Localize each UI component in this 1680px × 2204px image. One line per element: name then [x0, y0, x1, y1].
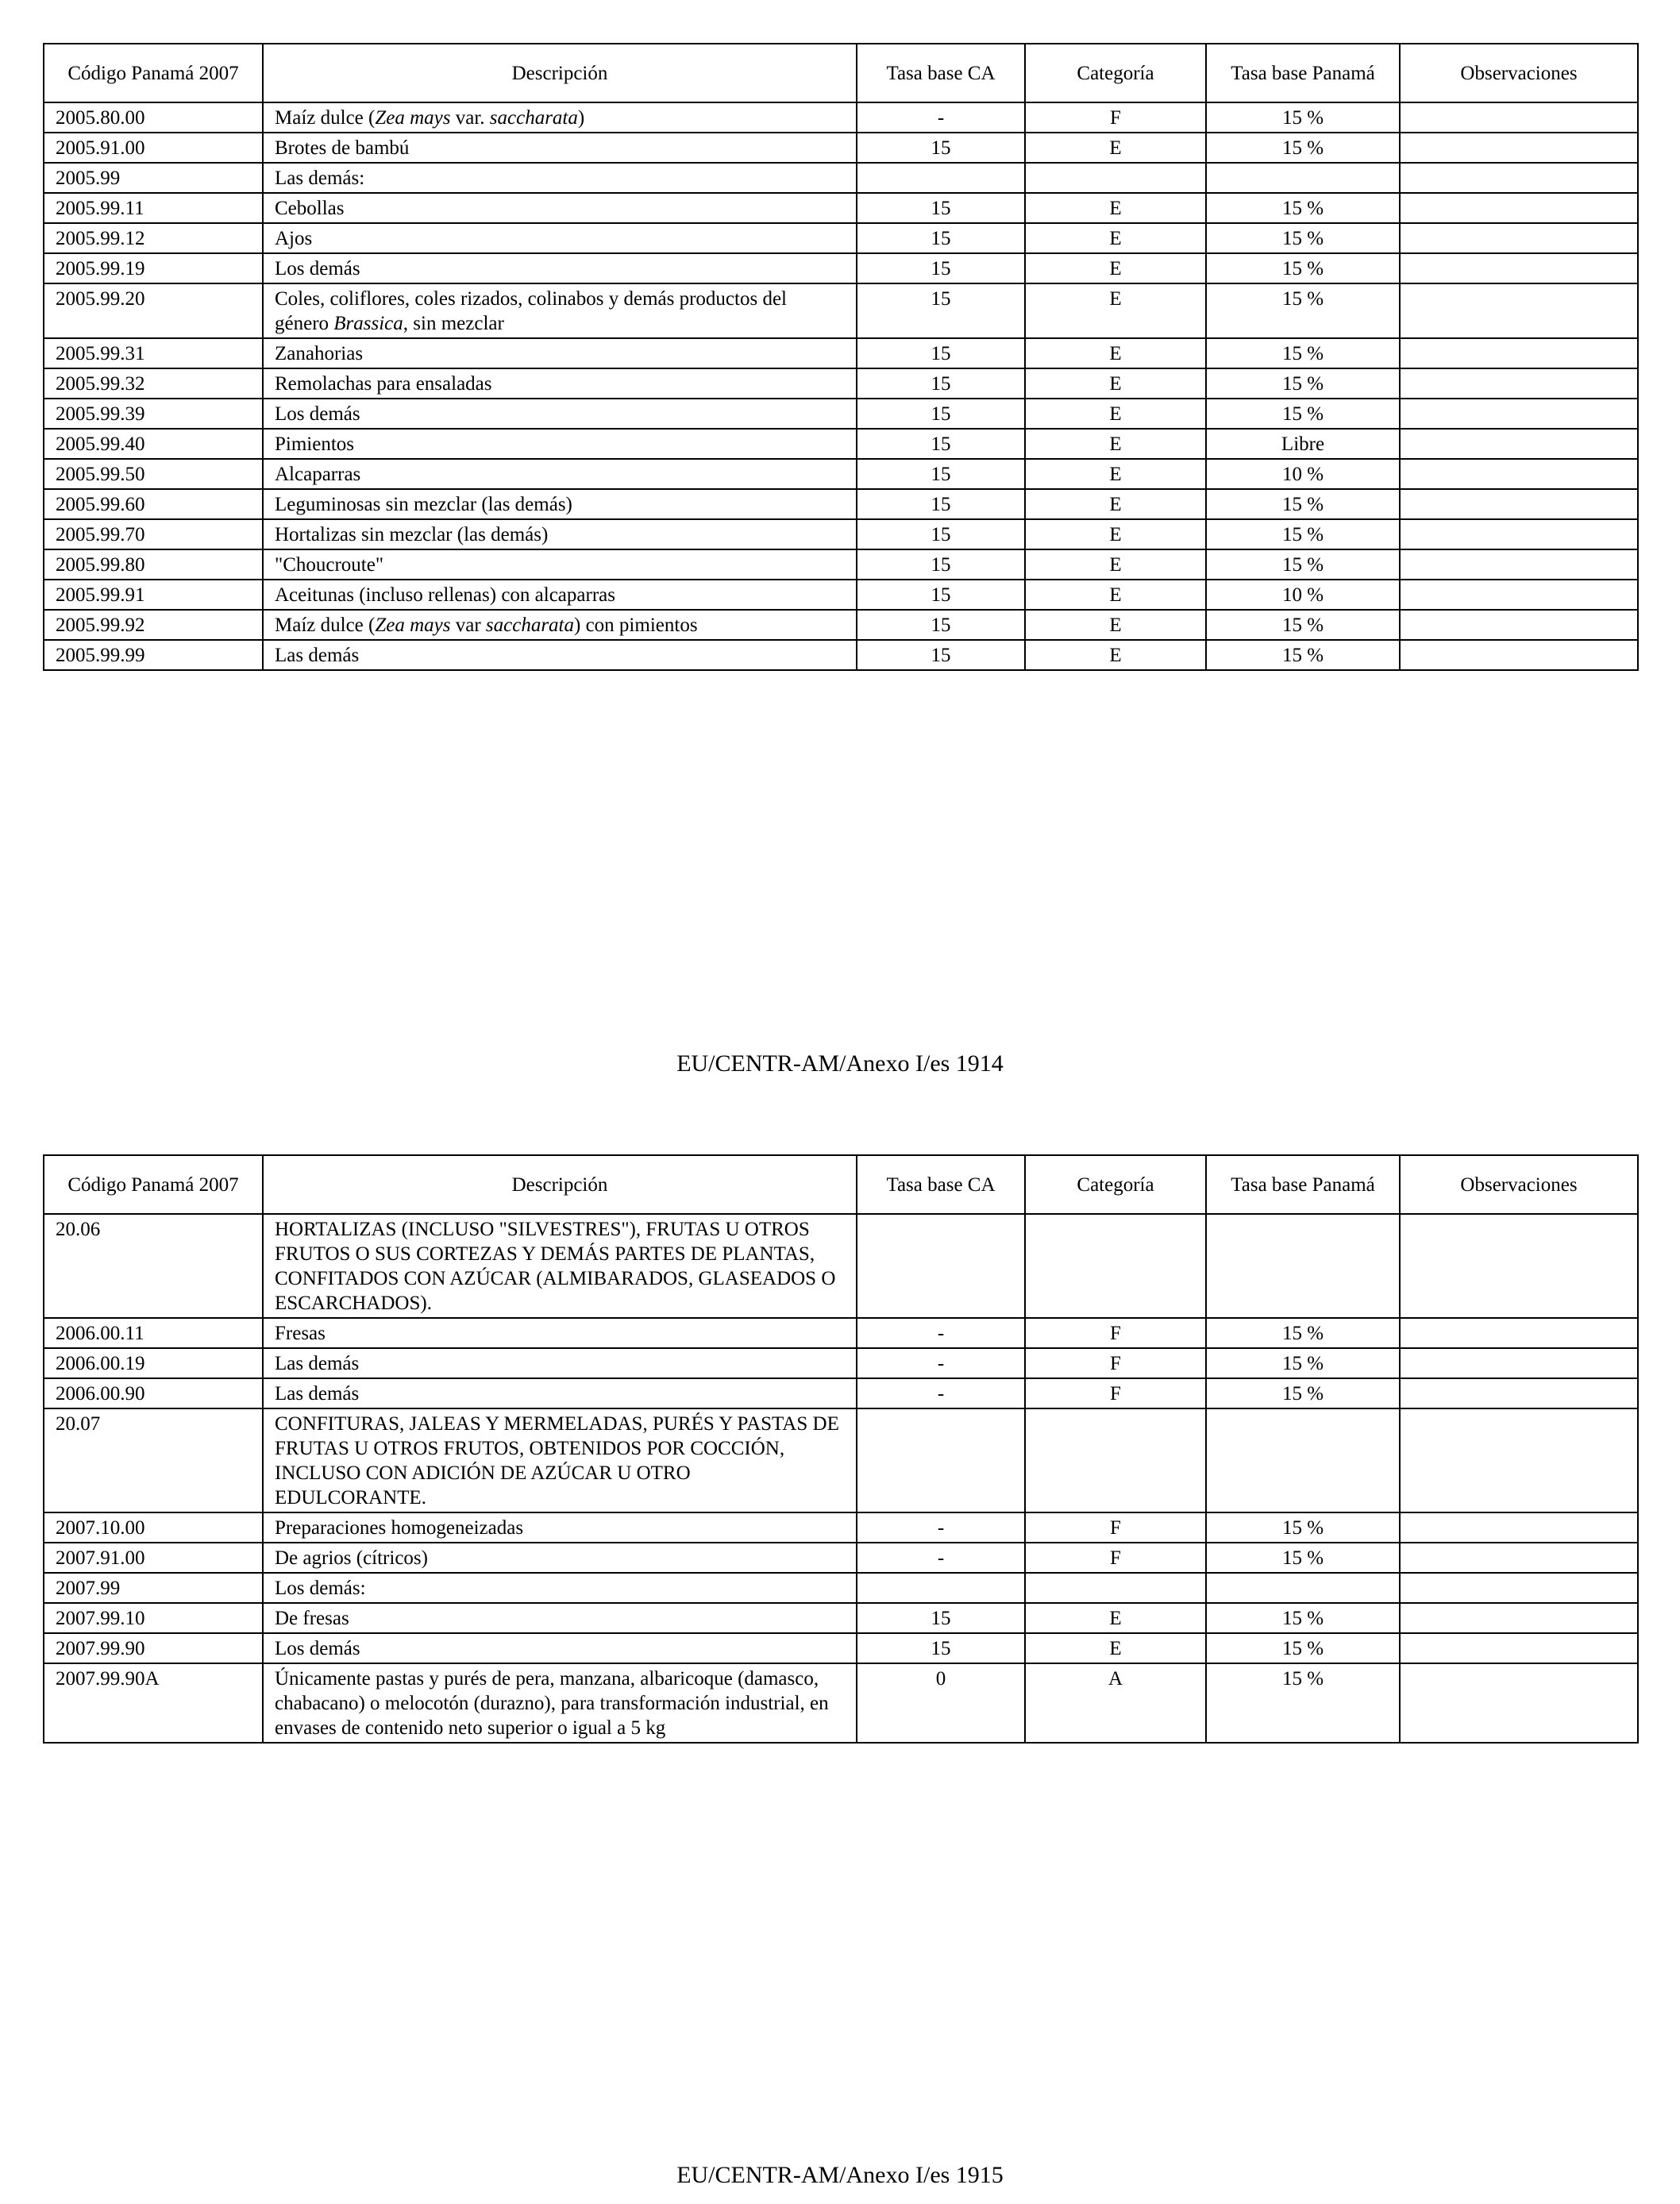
- cell-code: 2005.99.39: [44, 399, 263, 429]
- table-body: [44, 1214, 1638, 1743]
- table-row: [44, 1214, 1638, 1318]
- cell-code: 2005.99.70: [44, 519, 263, 549]
- cell-category: E: [1025, 1603, 1206, 1633]
- cell-category: F: [1025, 1512, 1206, 1543]
- cell-description: Pimientos: [263, 429, 857, 459]
- cell-observations: [1400, 1633, 1638, 1663]
- cell-description: Las demás: [263, 1378, 857, 1408]
- cell-rate-panama: 15 %: [1206, 1633, 1400, 1663]
- cell-category: E: [1025, 489, 1206, 519]
- cell-category: E: [1025, 640, 1206, 670]
- header-description: Descripción: [263, 44, 857, 102]
- tariff-table-page-1914: [43, 43, 1639, 671]
- header-code: Código Panamá 2007: [44, 1155, 263, 1214]
- cell-rate-ca: 15: [857, 253, 1025, 283]
- cell-description: Leguminosas sin mezclar (las demás): [263, 489, 857, 519]
- cell-observations: [1400, 1318, 1638, 1348]
- table-row: [44, 1318, 1638, 1348]
- cell-description: De agrios (cítricos): [263, 1543, 857, 1573]
- table-row: [44, 399, 1638, 429]
- cell-category: E: [1025, 133, 1206, 163]
- cell-rate-panama: 15 %: [1206, 223, 1400, 253]
- cell-description: CONFITURAS, JALEAS Y MERMELADAS, PURÉS Y PASTAS DE FRUTAS U OTROS FRUTOS, OBTENIDOS POR COCCIÓN, INCLUSO CON ADICIÓN DE AZÚCAR U OTRO EDULCORANTE.: [263, 1408, 857, 1512]
- cell-observations: [1400, 489, 1638, 519]
- table-row: [44, 163, 1638, 193]
- cell-description: Los demás: [263, 253, 857, 283]
- cell-rate-panama: 15 %: [1206, 549, 1400, 580]
- cell-code: 2005.80.00: [44, 102, 263, 133]
- cell-code: 2005.99.32: [44, 368, 263, 399]
- cell-rate-panama: 15 %: [1206, 368, 1400, 399]
- cell-rate-ca: 15: [857, 1603, 1025, 1633]
- cell-code: 2005.99: [44, 163, 263, 193]
- cell-rate-panama: [1206, 163, 1400, 193]
- cell-observations: [1400, 283, 1638, 338]
- cell-description: Maíz dulce (Zea mays var saccharata) con pimientos: [263, 610, 857, 640]
- cell-description: Ajos: [263, 223, 857, 253]
- header-rate-ca: Tasa base CA: [857, 1155, 1025, 1214]
- page-footer: EU/CENTR-AM/Anexo I/es 1914: [676, 1050, 1004, 1077]
- cell-rate-panama: 15 %: [1206, 253, 1400, 283]
- cell-code: 2007.91.00: [44, 1543, 263, 1573]
- cell-rate-ca: 15: [857, 459, 1025, 489]
- table-header-row: [44, 1155, 1638, 1214]
- cell-observations: [1400, 193, 1638, 223]
- cell-rate-panama: 15 %: [1206, 283, 1400, 338]
- cell-rate-ca: 15: [857, 549, 1025, 580]
- cell-code: 2007.99.90: [44, 1633, 263, 1663]
- table-row: [44, 1663, 1638, 1743]
- cell-category: F: [1025, 1348, 1206, 1378]
- cell-description: Brotes de bambú: [263, 133, 857, 163]
- cell-rate-panama: 15 %: [1206, 610, 1400, 640]
- cell-category: E: [1025, 338, 1206, 368]
- cell-observations: [1400, 549, 1638, 580]
- cell-rate-panama: [1206, 1408, 1400, 1512]
- cell-rate-panama: 10 %: [1206, 580, 1400, 610]
- cell-rate-ca: [857, 1214, 1025, 1318]
- cell-observations: [1400, 1214, 1638, 1318]
- cell-code: 2005.99.19: [44, 253, 263, 283]
- cell-rate-ca: 15: [857, 429, 1025, 459]
- table-row: [44, 1408, 1638, 1512]
- table-row: [44, 223, 1638, 253]
- cell-rate-panama: [1206, 1573, 1400, 1603]
- cell-observations: [1400, 368, 1638, 399]
- cell-category: F: [1025, 1318, 1206, 1348]
- cell-category: E: [1025, 429, 1206, 459]
- cell-category: E: [1025, 1633, 1206, 1663]
- cell-rate-ca: -: [857, 102, 1025, 133]
- cell-rate-ca: [857, 1573, 1025, 1603]
- cell-observations: [1400, 338, 1638, 368]
- table-row: [44, 133, 1638, 163]
- table-row: [44, 429, 1638, 459]
- tariff-table-page-1915: [43, 1154, 1639, 1744]
- cell-rate-ca: 15: [857, 610, 1025, 640]
- cell-code: 2005.99.50: [44, 459, 263, 489]
- cell-rate-ca: -: [857, 1543, 1025, 1573]
- cell-rate-ca: 15: [857, 223, 1025, 253]
- cell-code: 20.07: [44, 1408, 263, 1512]
- table-row: [44, 283, 1638, 338]
- cell-observations: [1400, 429, 1638, 459]
- cell-code: 2005.99.91: [44, 580, 263, 610]
- cell-description: Únicamente pastas y purés de pera, manzana, albaricoque (damasco, chabacano) o melocotón (durazno), para transformación industrial, en envases de contenido neto superior o igual a 5 kg: [263, 1663, 857, 1743]
- cell-observations: [1400, 1378, 1638, 1408]
- cell-rate-panama: [1206, 1214, 1400, 1318]
- table-row: [44, 640, 1638, 670]
- cell-category: F: [1025, 102, 1206, 133]
- cell-description: Fresas: [263, 1318, 857, 1348]
- cell-observations: [1400, 580, 1638, 610]
- cell-rate-panama: 15 %: [1206, 193, 1400, 223]
- cell-rate-panama: 15 %: [1206, 1603, 1400, 1633]
- cell-observations: [1400, 223, 1638, 253]
- cell-description: Remolachas para ensaladas: [263, 368, 857, 399]
- cell-description: Los demás: [263, 1633, 857, 1663]
- cell-code: 2006.00.90: [44, 1378, 263, 1408]
- cell-observations: [1400, 163, 1638, 193]
- cell-rate-panama: 15 %: [1206, 1512, 1400, 1543]
- cell-rate-ca: -: [857, 1318, 1025, 1348]
- cell-description: Las demás: [263, 640, 857, 670]
- cell-rate-panama: 15 %: [1206, 519, 1400, 549]
- cell-rate-ca: 15: [857, 1633, 1025, 1663]
- header-category: Categoría: [1025, 1155, 1206, 1214]
- cell-category: [1025, 1573, 1206, 1603]
- cell-category: E: [1025, 519, 1206, 549]
- header-code: Código Panamá 2007: [44, 44, 263, 102]
- header-category: Categoría: [1025, 44, 1206, 102]
- cell-observations: [1400, 253, 1638, 283]
- cell-observations: [1400, 102, 1638, 133]
- cell-description: Zanahorias: [263, 338, 857, 368]
- header-observations: Observaciones: [1400, 44, 1638, 102]
- table-row: [44, 1543, 1638, 1573]
- cell-observations: [1400, 1408, 1638, 1512]
- cell-code: 2005.99.99: [44, 640, 263, 670]
- cell-description: Los demás: [263, 399, 857, 429]
- cell-rate-panama: 15 %: [1206, 1663, 1400, 1743]
- cell-description: Preparaciones homogeneizadas: [263, 1512, 857, 1543]
- cell-code: 2007.99: [44, 1573, 263, 1603]
- cell-rate-ca: 15: [857, 399, 1025, 429]
- cell-code: 2005.91.00: [44, 133, 263, 163]
- cell-rate-ca: 15: [857, 368, 1025, 399]
- cell-rate-ca: -: [857, 1378, 1025, 1408]
- cell-category: E: [1025, 223, 1206, 253]
- cell-rate-ca: 0: [857, 1663, 1025, 1743]
- cell-code: 2005.99.92: [44, 610, 263, 640]
- cell-description: Las demás:: [263, 163, 857, 193]
- header-rate-panama: Tasa base Panamá: [1206, 44, 1400, 102]
- cell-code: 2006.00.19: [44, 1348, 263, 1378]
- table-row: [44, 368, 1638, 399]
- cell-category: A: [1025, 1663, 1206, 1743]
- cell-code: 2007.99.10: [44, 1603, 263, 1633]
- cell-code: 20.06: [44, 1214, 263, 1318]
- cell-observations: [1400, 1603, 1638, 1633]
- cell-description: "Choucroute": [263, 549, 857, 580]
- cell-description: Alcaparras: [263, 459, 857, 489]
- table-body: [44, 102, 1638, 670]
- cell-rate-ca: 15: [857, 640, 1025, 670]
- cell-rate-panama: 15 %: [1206, 1378, 1400, 1408]
- cell-rate-ca: 15: [857, 489, 1025, 519]
- cell-rate-ca: 15: [857, 283, 1025, 338]
- cell-rate-panama: 15 %: [1206, 133, 1400, 163]
- cell-rate-panama: Libre: [1206, 429, 1400, 459]
- header-rate-ca: Tasa base CA: [857, 44, 1025, 102]
- cell-observations: [1400, 399, 1638, 429]
- cell-observations: [1400, 1663, 1638, 1743]
- cell-description: Las demás: [263, 1348, 857, 1378]
- cell-description: Cebollas: [263, 193, 857, 223]
- cell-description: Hortalizas sin mezclar (las demás): [263, 519, 857, 549]
- header-rate-panama: Tasa base Panamá: [1206, 1155, 1400, 1214]
- table-row: [44, 459, 1638, 489]
- cell-code: 2005.99.60: [44, 489, 263, 519]
- cell-code: 2005.99.20: [44, 283, 263, 338]
- cell-description: Maíz dulce (Zea mays var. saccharata): [263, 102, 857, 133]
- cell-description: De fresas: [263, 1603, 857, 1633]
- page-footer: EU/CENTR-AM/Anexo I/es 1915: [676, 2162, 1004, 2188]
- cell-rate-panama: 15 %: [1206, 1318, 1400, 1348]
- table-row: [44, 1512, 1638, 1543]
- cell-code: 2005.99.12: [44, 223, 263, 253]
- cell-observations: [1400, 1512, 1638, 1543]
- cell-observations: [1400, 1573, 1638, 1603]
- cell-rate-panama: 15 %: [1206, 1543, 1400, 1573]
- table-row: [44, 253, 1638, 283]
- cell-observations: [1400, 1348, 1638, 1378]
- cell-category: E: [1025, 459, 1206, 489]
- table-row: [44, 1603, 1638, 1633]
- table-row: [44, 193, 1638, 223]
- table-row: [44, 1573, 1638, 1603]
- cell-category: E: [1025, 580, 1206, 610]
- cell-rate-ca: 15: [857, 133, 1025, 163]
- table-row: [44, 580, 1638, 610]
- cell-code: 2007.99.90A: [44, 1663, 263, 1743]
- header-description: Descripción: [263, 1155, 857, 1214]
- cell-code: 2005.99.40: [44, 429, 263, 459]
- table-row: [44, 489, 1638, 519]
- cell-category: [1025, 1408, 1206, 1512]
- cell-category: E: [1025, 399, 1206, 429]
- cell-observations: [1400, 610, 1638, 640]
- cell-description: HORTALIZAS (INCLUSO "SILVESTRES"), FRUTAS U OTROS FRUTOS O SUS CORTEZAS Y DEMÁS PARTES DE PLANTAS, CONFITADOS CON AZÚCAR (ALMIBARADOS, GLASEADOS O ESCARCHADOS).: [263, 1214, 857, 1318]
- cell-category: E: [1025, 193, 1206, 223]
- cell-rate-panama: 15 %: [1206, 640, 1400, 670]
- table-row: [44, 1378, 1638, 1408]
- cell-category: [1025, 163, 1206, 193]
- cell-rate-panama: 15 %: [1206, 338, 1400, 368]
- table-row: [44, 519, 1638, 549]
- cell-code: 2007.10.00: [44, 1512, 263, 1543]
- table-row: [44, 610, 1638, 640]
- header-observations: Observaciones: [1400, 1155, 1638, 1214]
- cell-category: E: [1025, 610, 1206, 640]
- cell-rate-ca: 15: [857, 193, 1025, 223]
- cell-rate-panama: 15 %: [1206, 102, 1400, 133]
- cell-code: 2005.99.31: [44, 338, 263, 368]
- table-row: [44, 1633, 1638, 1663]
- cell-observations: [1400, 1543, 1638, 1573]
- cell-rate-ca: 15: [857, 580, 1025, 610]
- cell-rate-panama: 15 %: [1206, 399, 1400, 429]
- cell-observations: [1400, 640, 1638, 670]
- table-header-row: [44, 44, 1638, 102]
- cell-category: F: [1025, 1543, 1206, 1573]
- cell-code: 2005.99.80: [44, 549, 263, 580]
- cell-rate-ca: -: [857, 1348, 1025, 1378]
- table-row: [44, 338, 1638, 368]
- cell-observations: [1400, 519, 1638, 549]
- cell-rate-panama: 10 %: [1206, 459, 1400, 489]
- table-row: [44, 549, 1638, 580]
- cell-rate-ca: [857, 1408, 1025, 1512]
- cell-description: Aceitunas (incluso rellenas) con alcaparras: [263, 580, 857, 610]
- cell-category: E: [1025, 283, 1206, 338]
- cell-category: E: [1025, 368, 1206, 399]
- table-row: [44, 1348, 1638, 1378]
- cell-category: E: [1025, 549, 1206, 580]
- cell-rate-ca: 15: [857, 519, 1025, 549]
- cell-rate-ca: 15: [857, 338, 1025, 368]
- cell-description: Los demás:: [263, 1573, 857, 1603]
- cell-rate-ca: -: [857, 1512, 1025, 1543]
- cell-rate-panama: 15 %: [1206, 489, 1400, 519]
- cell-category: F: [1025, 1378, 1206, 1408]
- cell-rate-ca: [857, 163, 1025, 193]
- cell-code: 2006.00.11: [44, 1318, 263, 1348]
- cell-observations: [1400, 133, 1638, 163]
- cell-description: Coles, coliflores, coles rizados, colinabos y demás productos del género Brassica, sin mezclar: [263, 283, 857, 338]
- cell-category: [1025, 1214, 1206, 1318]
- cell-observations: [1400, 459, 1638, 489]
- cell-category: E: [1025, 253, 1206, 283]
- cell-code: 2005.99.11: [44, 193, 263, 223]
- table-row: [44, 102, 1638, 133]
- cell-rate-panama: 15 %: [1206, 1348, 1400, 1378]
